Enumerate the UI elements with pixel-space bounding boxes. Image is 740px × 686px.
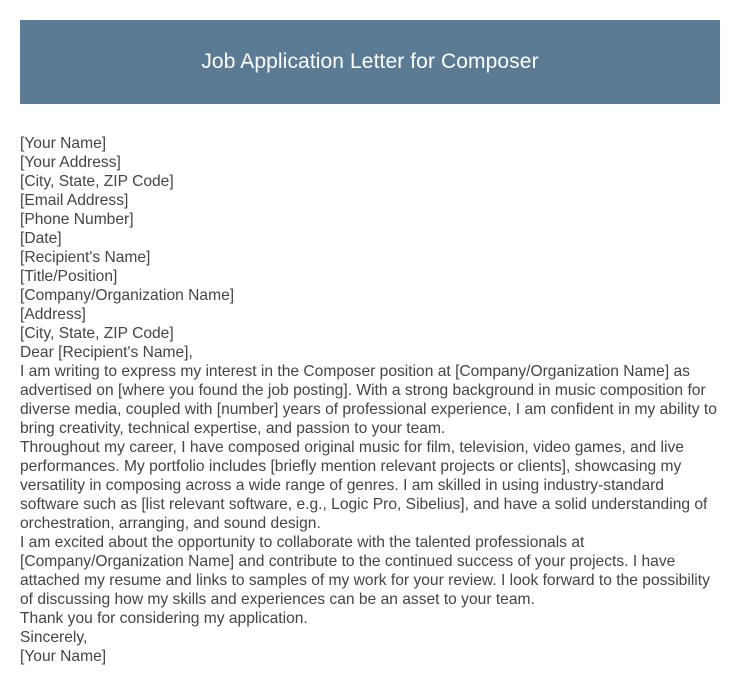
paragraph-experience: Throughout my career, I have composed original music for film, television, video games, and live performances. My portfolio includes [briefly mention relevant projects or clients], showcasing my versatility in composing across a wide range of genres. I am skilled in using industry-standard software such as [list relevant software, e.g., Logic Pro, Sibelius], and have a solid understanding of orchestration, arranging, and sound design. <box>20 439 708 532</box>
sender-address: [Your Address] <box>20 154 121 171</box>
letter-body <box>20 134 722 666</box>
recipient-name: [Recipient's Name] <box>20 249 151 266</box>
recipient-company: [Company/Organization Name] <box>20 287 235 304</box>
sender-block <box>20 134 722 248</box>
paragraph-intro: I am writing to express my interest in the Composer position at [Company/Organization Name] as advertised on [where you found the job posting]. With a strong background in music composition for diverse media, coupled with [number] years of professional experience, I am confident in my ability to bring creativity, technical expertise, and passion to your team. <box>20 363 717 437</box>
recipient-city-state-zip: [City, State, ZIP Code] <box>20 325 174 342</box>
sender-city-state-zip: [City, State, ZIP Code] <box>20 173 174 190</box>
recipient-title: [Title/Position] <box>20 268 118 285</box>
page-title: Job Application Letter for Composer <box>201 50 539 73</box>
letter-date: [Date] <box>20 230 62 247</box>
sender-phone: [Phone Number] <box>20 211 134 228</box>
header-banner <box>20 20 720 104</box>
recipient-block <box>20 248 722 343</box>
closing: Sincerely, <box>20 629 88 646</box>
paragraph-motivation: I am excited about the opportunity to collaborate with the talented professionals at [Company/Organization Name] and contribute to the continued success of your projects. I have attached my resume and links to samples of my work for your review. I look forward to the possibility of discussing how my skills and experiences can be an asset to your team. <box>20 534 710 608</box>
paragraph-thanks: Thank you for considering my application. <box>20 610 308 627</box>
recipient-address: [Address] <box>20 306 86 323</box>
signature: [Your Name] <box>20 648 107 665</box>
sender-email: [Email Address] <box>20 192 129 209</box>
salutation: Dear [Recipient's Name], <box>20 344 193 361</box>
sender-name: [Your Name] <box>20 135 107 152</box>
